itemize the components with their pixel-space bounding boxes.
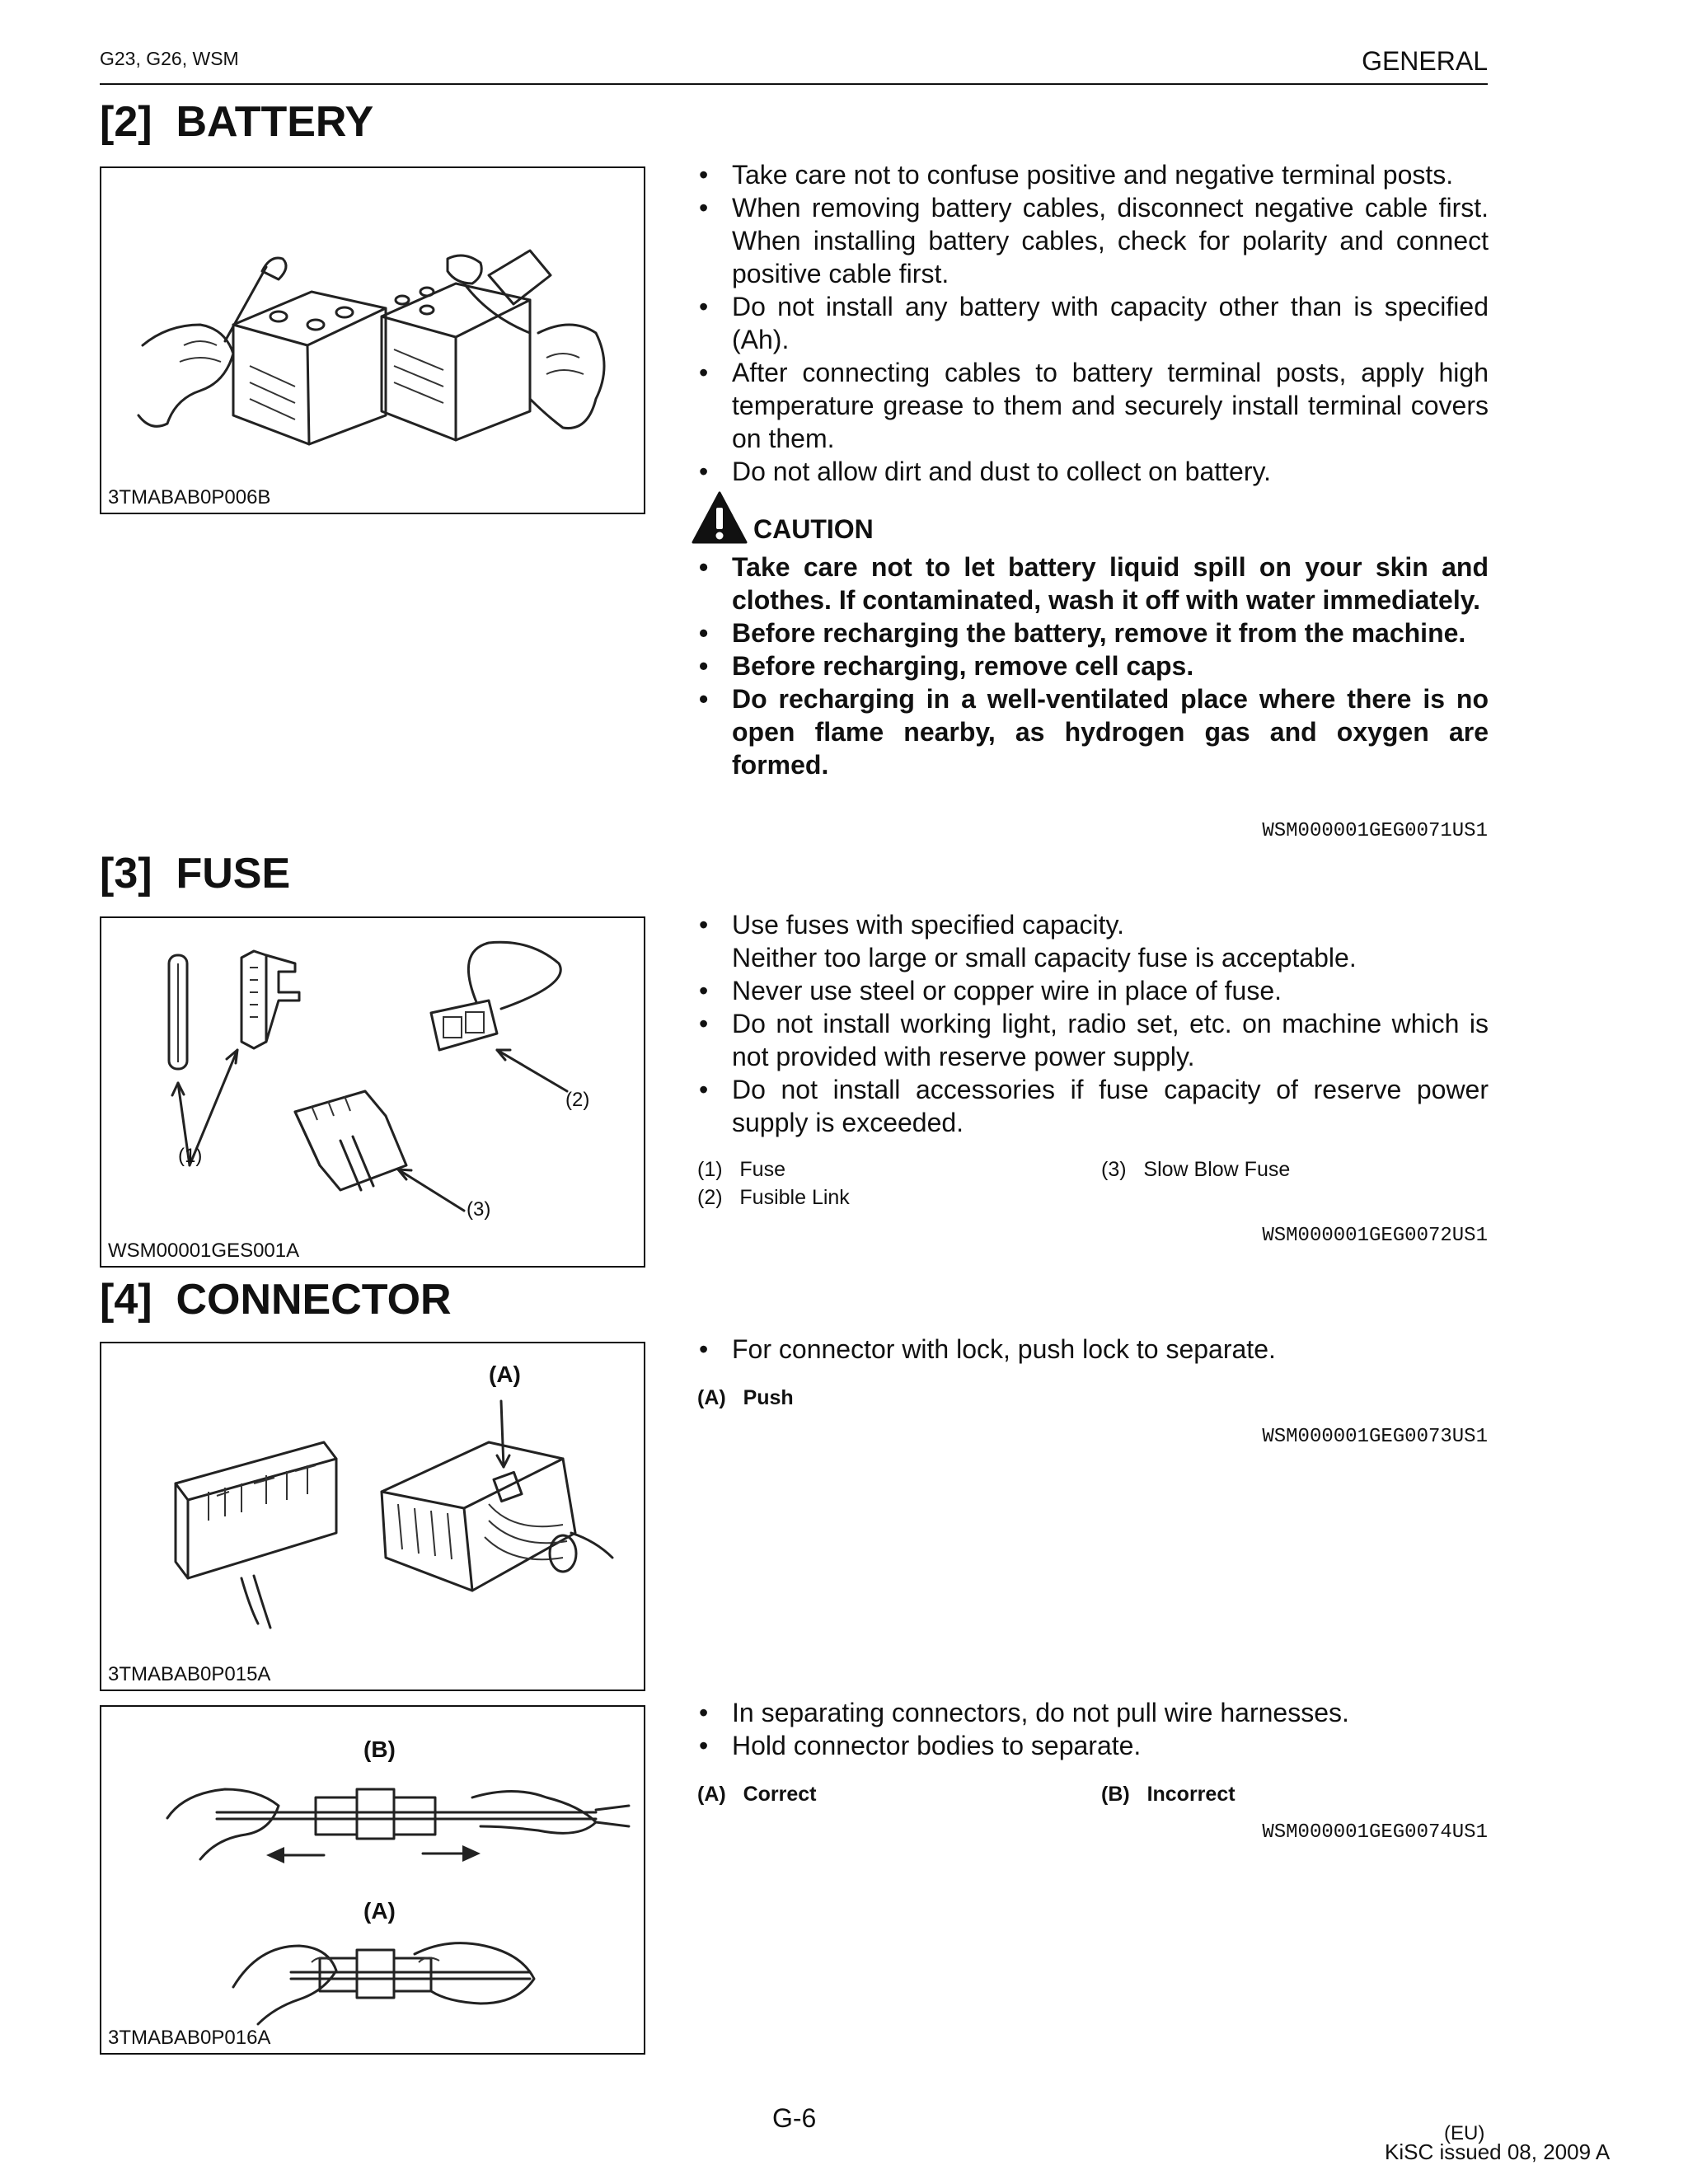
caution-label: CAUTION xyxy=(753,514,874,544)
battery-illustration xyxy=(101,168,647,516)
legend-text: Incorrect xyxy=(1146,1783,1236,1806)
battery-ref-code: WSM000001GEG0071US1 xyxy=(1262,820,1488,842)
fuse-figure xyxy=(100,916,645,1268)
fuse-label-1: (1) xyxy=(178,1145,203,1167)
connector-separate-legend-item-2 xyxy=(1101,1783,1236,1807)
header-models: G23, G26, WSM xyxy=(100,48,239,69)
connector-separate-figure-caption: 3TMABAB0P016A xyxy=(108,2027,271,2049)
fuse-bullets xyxy=(699,908,1489,1139)
fuse-bullet: • Never use steel or copper wire in place of fuse. xyxy=(699,974,1489,1007)
caution-bullet: • Before recharging, remove cell caps. xyxy=(699,649,1489,682)
legend-num: (B) xyxy=(1101,1783,1130,1806)
fuse-figure-caption: WSM00001GES001A xyxy=(108,1240,300,1262)
battery-title: [2] BATTERY xyxy=(100,98,374,146)
legend-text: Fusible Link xyxy=(739,1186,850,1209)
warning-triangle-icon xyxy=(691,490,748,547)
legend-num: (A) xyxy=(697,1783,726,1806)
legend-num: (2) xyxy=(697,1186,723,1209)
caution-bullet: • Before recharging the battery, remove it from the machine. xyxy=(699,616,1489,649)
connector-lock-figure xyxy=(100,1342,645,1691)
fuse-label-2: (2) xyxy=(565,1089,590,1111)
fuse-legend-item-2 xyxy=(697,1186,850,1210)
battery-bullet: • When removing battery cables, disconnect negative cable first. When installing battery cables, check for polarity and connect positive cable first. xyxy=(699,191,1489,290)
battery-bullet: • After connecting cables to battery terminal posts, apply high temperature grease to them and securely install terminal covers on them. xyxy=(699,356,1489,455)
connector-lock-label-a: (A) xyxy=(489,1361,521,1387)
connector-lock-bullets xyxy=(699,1333,1489,1366)
connector-separate-bullets xyxy=(699,1696,1489,1762)
connector-bullet: • For connector with lock, push lock to separate. xyxy=(699,1333,1489,1366)
battery-bullet: • Do not install any battery with capacity other than is specified (Ah). xyxy=(699,290,1489,356)
fuse-legend-item-3 xyxy=(1101,1158,1290,1182)
fuse-bullet: • Use fuses with specified capacity. Neither too large or small capacity fuse is acceptable. xyxy=(699,908,1489,974)
connector-bullet: • Hold connector bodies to separate. xyxy=(699,1729,1489,1762)
battery-bullets xyxy=(699,158,1489,488)
caution-bullet: • Take care not to let battery liquid spill on your skin and clothes. If contaminated, wash it off with water immediately. xyxy=(699,551,1489,616)
legend-num: (1) xyxy=(697,1158,723,1181)
battery-bullet: • Do not allow dirt and dust to collect on battery. xyxy=(699,455,1489,488)
connector-separate-label-a: (A) xyxy=(363,1898,396,1924)
fuse-bullet: • Do not install accessories if fuse capacity of reserve power supply is exceeded. xyxy=(699,1073,1489,1139)
header-rule xyxy=(100,83,1488,85)
battery-figure xyxy=(100,166,645,514)
connector-separate-ref-code: WSM000001GEG0074US1 xyxy=(1262,1821,1488,1844)
connector-separate-legend-item-1 xyxy=(697,1783,816,1807)
caution-bullet: • Do recharging in a well-ventilated place where there is no open flame nearby, as hydrogen gas and oxygen are formed. xyxy=(699,682,1489,781)
legend-text: Slow Blow Fuse xyxy=(1143,1158,1291,1181)
fuse-label-3: (3) xyxy=(467,1198,491,1221)
connector-lock-ref-code: WSM000001GEG0073US1 xyxy=(1262,1426,1488,1448)
footer-region: (EU) xyxy=(1444,2122,1485,2144)
fuse-title: [3] FUSE xyxy=(100,850,291,898)
fuse-ref-code: WSM000001GEG0072US1 xyxy=(1262,1225,1488,1247)
connector-separate-figure xyxy=(100,1705,645,2055)
caution-bullets xyxy=(699,551,1489,781)
battery-figure-caption: 3TMABAB0P006B xyxy=(108,486,271,509)
legend-text: Push xyxy=(743,1386,794,1409)
legend-text: Correct xyxy=(743,1783,817,1806)
connector-title: [4] CONNECTOR xyxy=(100,1276,452,1324)
page-number: G-6 xyxy=(772,2103,817,2133)
connector-separate-label-b: (B) xyxy=(363,1736,396,1762)
connector-lock-legend-item xyxy=(697,1386,794,1410)
legend-num: (3) xyxy=(1101,1158,1127,1181)
connector-bullet: • In separating connectors, do not pull wire harnesses. xyxy=(699,1696,1489,1729)
legend-num: (A) xyxy=(697,1386,726,1409)
legend-text: Fuse xyxy=(739,1158,785,1181)
header-section: GENERAL xyxy=(1362,46,1488,76)
footer-issued: KiSC issued 08, 2009 A xyxy=(1385,2139,1611,2164)
connector-lock-figure-caption: 3TMABAB0P015A xyxy=(108,1663,271,1685)
fuse-legend-item-1 xyxy=(697,1158,785,1182)
fuse-bullet: • Do not install working light, radio set, etc. on machine which is not provided with reserve power supply. xyxy=(699,1007,1489,1073)
connector-lock-illustration xyxy=(101,1343,647,1693)
battery-bullet: • Take care not to confuse positive and negative terminal posts. xyxy=(699,158,1489,191)
